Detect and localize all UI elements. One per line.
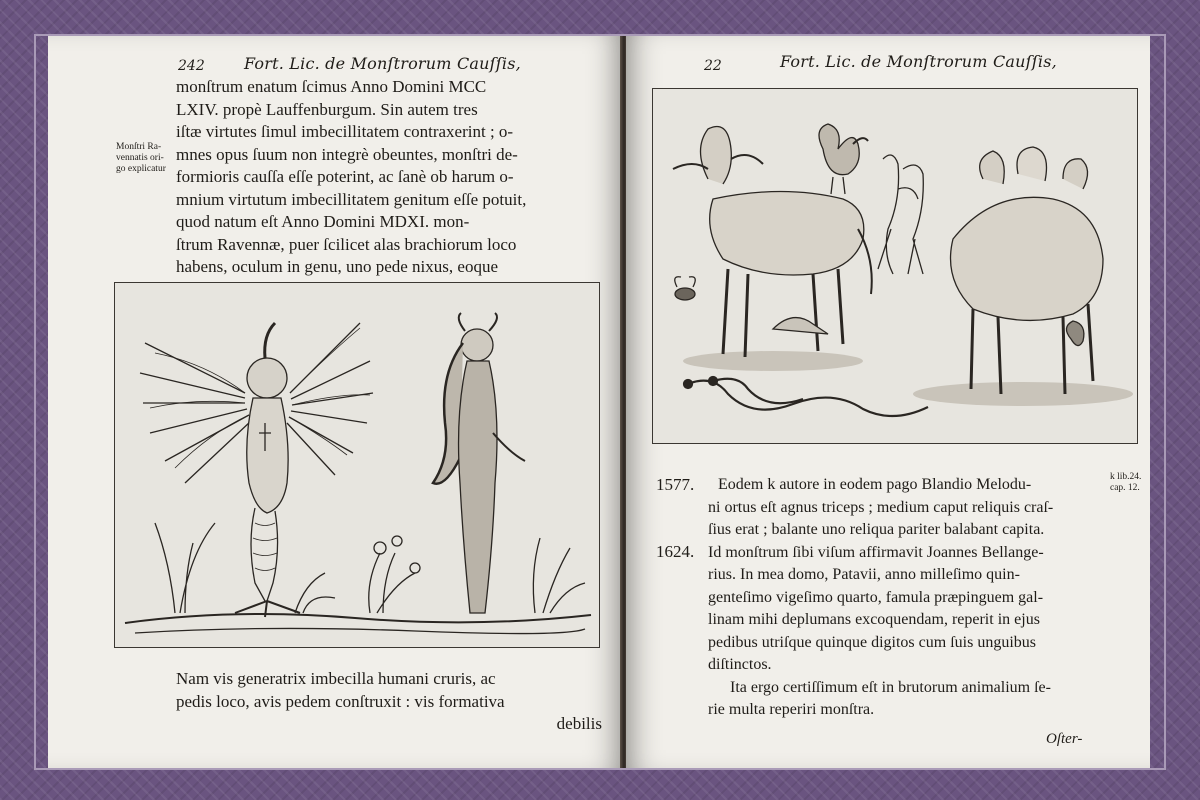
right-page <box>626 36 1150 768</box>
ravenna-monster-engraving <box>114 282 600 648</box>
dogs <box>878 155 923 274</box>
text-line: rius. In mea domo, Patavii, anno milleſimo quin- <box>708 566 1020 583</box>
left-margin-note <box>116 142 176 175</box>
left-wing <box>140 343 251 483</box>
text-line: formioris cauſſa eſſe poterint, ac ſanè ob harum o- <box>176 167 514 186</box>
margin-note-line: Monſtri Ra- <box>116 142 162 152</box>
cock <box>819 124 868 194</box>
margin-note-line: vennatis ori- <box>116 153 164 163</box>
text-line: diſtinctos. <box>708 656 772 673</box>
left-running-head: Fort. Lic. de Monſtrorum Cauſſis, <box>244 54 521 73</box>
right-body-text <box>708 474 1053 722</box>
text-line: monſtrum enatum ſcimus Anno Domini MCC <box>176 77 487 96</box>
right-wing <box>287 323 373 475</box>
text-line: pedibus utriſque quinque digitos cum ſuis unguibus <box>708 633 1036 651</box>
text-line: Id monſtrum ſibi viſum affirmavit Joannes Bellange- <box>708 543 1044 561</box>
margin-note-line: go explicatur <box>116 164 166 174</box>
left-page <box>48 36 622 768</box>
text-line: debilis <box>556 714 602 733</box>
text-line: LXIV. propè Lauffenburgum. Sin autem tres <box>176 99 478 119</box>
left-bottom-text <box>176 668 606 736</box>
right-margin-reference <box>1110 472 1150 494</box>
margin-note-line: cap. 12. <box>1110 483 1140 493</box>
engraving-illustration <box>115 283 600 648</box>
text-line: rie multa reperiri monſtra. <box>708 701 875 718</box>
left-top-text <box>176 76 526 301</box>
text-line: habens, oculum in genu, uno pede nixus, eoque <box>176 257 498 276</box>
catchword: Oſter- <box>1046 731 1083 747</box>
engraving-illustration <box>653 89 1138 444</box>
text-line: ſtrum Ravennæ, puer ſcilicet alas brachiorum loco <box>176 234 517 254</box>
text-line: genteſimo vigeſimo quarto, famula præpinguem gal- <box>708 588 1044 606</box>
year-1624: 1624. <box>656 542 695 561</box>
right-page-number: 22 <box>704 58 722 74</box>
text-line: mnium virtutum imbecillitatem genitum eſſe potuit, <box>176 189 527 209</box>
three-headed-lamb <box>951 147 1104 394</box>
text-line: pedis loco, avis pedem conſtruxit : vis formativa <box>176 691 505 711</box>
text-line: Nam vis generatrix imbecilla humani cruris, ac <box>176 669 496 688</box>
text-line: Eodem k autore in eodem pago Blandio Melodu- <box>718 476 1032 493</box>
margin-note-line: k lib.24. <box>1110 472 1142 482</box>
animal-monsters-engraving <box>652 88 1138 444</box>
text-line: linam mihi deplumans excoquendam, reperit in ejus <box>708 611 1040 628</box>
year-1577: 1577. <box>656 475 695 494</box>
horned-figure <box>433 313 525 613</box>
text-line: ſius erat ; balante uno reliqua pariter balabant capita. <box>708 521 1045 538</box>
right-running-head: Fort. Lic. de Monſtrorum Cauſſis, <box>780 52 1057 71</box>
text-line: Ita ergo certiſſimum eſt in brutorum animalium ſe- <box>730 678 1051 696</box>
text-line: iſtæ virtutes ſimul imbecillitatem contraxerint ; o- <box>176 122 514 141</box>
two-headed-snake <box>684 377 928 416</box>
left-page-number: 242 <box>178 58 205 74</box>
text-line: ni ortus eſt agnus triceps ; medium caput reliquis craſ- <box>708 498 1054 516</box>
text-line: mnes opus ſuum non integrè obeuntes, monſtri de- <box>176 144 518 164</box>
text-line: quod natum eſt Anno Domini MDXI. mon- <box>176 212 470 231</box>
